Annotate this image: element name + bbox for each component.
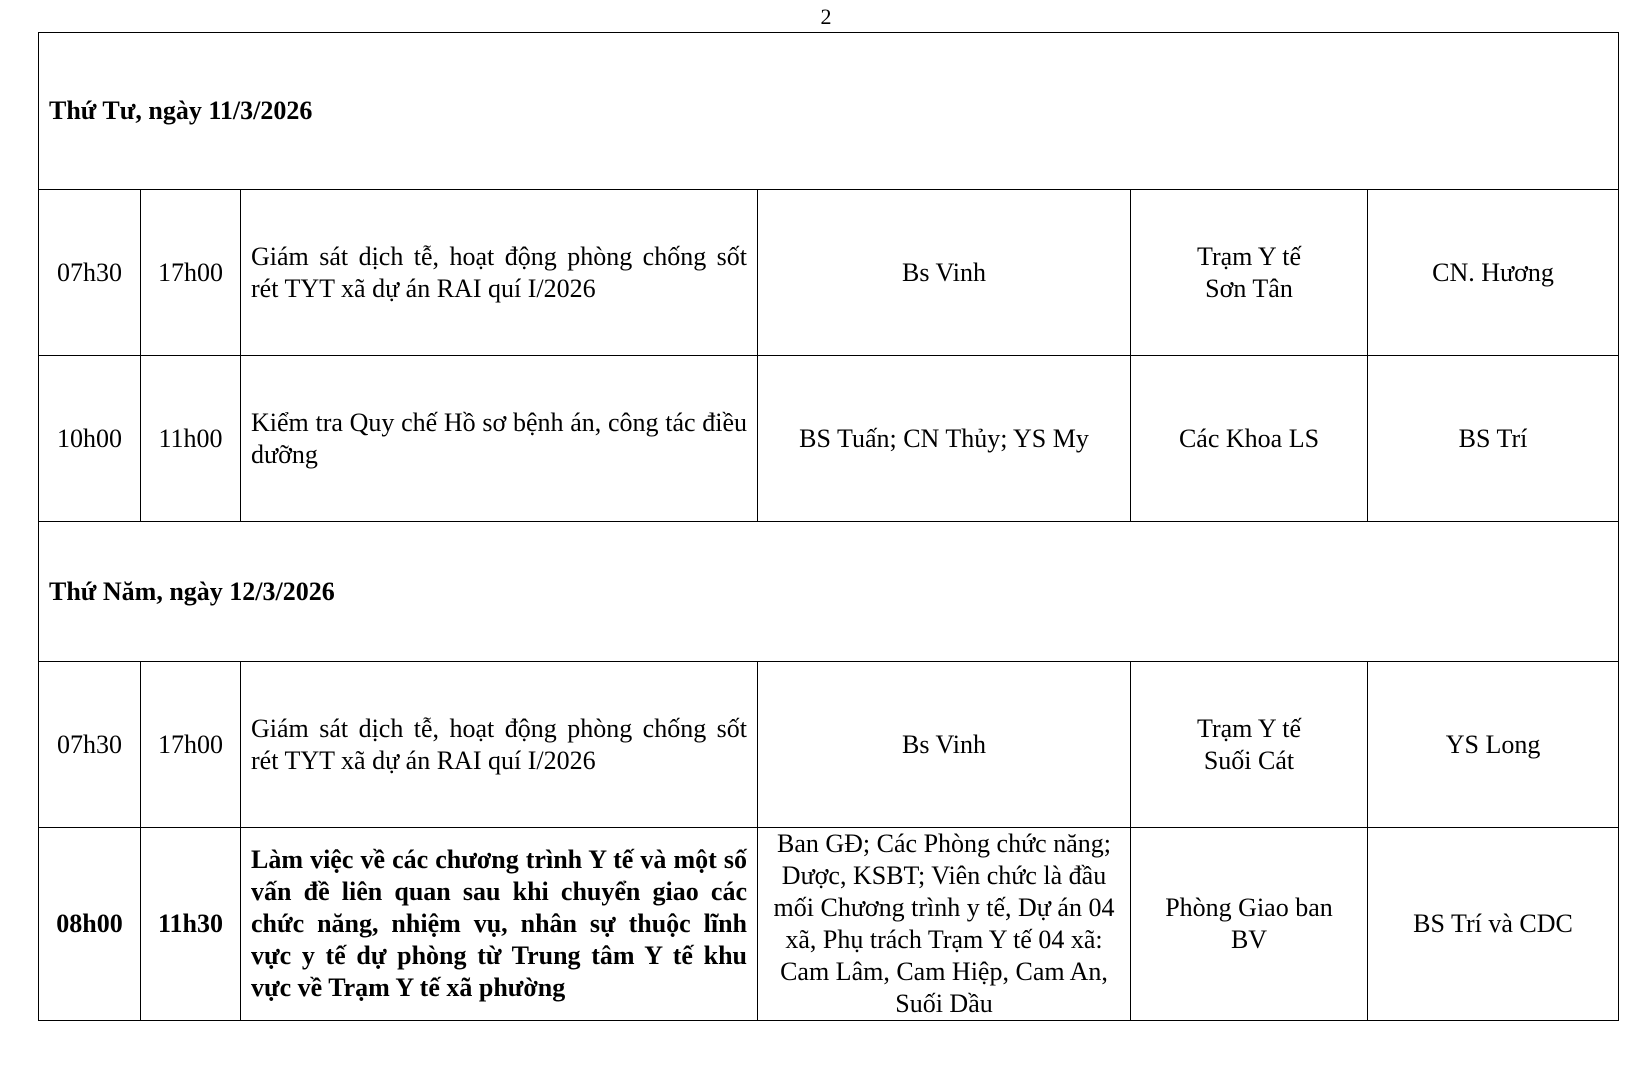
event-participants: BS Tuấn; CN Thủy; YS My (758, 356, 1131, 522)
event-location (1131, 662, 1368, 828)
event-row (39, 190, 1619, 356)
start-time: 07h30 (39, 662, 141, 828)
page-number: 2 (820, 4, 832, 29)
event-row (39, 828, 1619, 1021)
event-participants: Bs Vinh (758, 662, 1131, 828)
event-lead: CN. Hương (1368, 190, 1619, 356)
location-line-1: Trạm Y tế (1197, 713, 1301, 743)
start-time: 10h00 (39, 356, 141, 522)
event-content: Kiểm tra Quy chế Hồ sơ bệnh án, công tác điều dưỡng (241, 356, 758, 522)
event-participants: Ban GĐ; Các Phòng chức năng; Dược, KSBT; Viên chức là đầu mối Chương trình y tế, Dự án 04 xã, Phụ trách Trạm Y tế 04 xã: Cam Lâm, Cam Hiệp, Cam An, Suối Dầu (758, 828, 1131, 1021)
event-row (39, 356, 1619, 522)
event-location: Các Khoa LS (1131, 356, 1368, 522)
location-line-2: Sơn Tân (1205, 273, 1293, 303)
event-lead: BS Trí (1368, 356, 1619, 522)
day-title: Thứ Tư, ngày 11/3/2026 (39, 33, 1619, 190)
location-line-1: Phòng Giao ban (1165, 893, 1333, 922)
location-line-1: Trạm Y tế (1197, 241, 1301, 271)
day-header-row (39, 33, 1619, 190)
event-location (1131, 828, 1368, 1021)
end-time: 17h00 (141, 662, 241, 828)
location-line-2: BV (1230, 925, 1268, 954)
start-time: 08h00 (39, 828, 141, 1021)
schedule-table (38, 32, 1619, 1021)
event-lead: BS Trí và CDC (1368, 828, 1619, 1021)
end-time: 11h00 (141, 356, 241, 522)
event-row (39, 662, 1619, 828)
event-content: Giám sát dịch tễ, hoạt động phòng chống sốt rét TYT xã dự án RAI quí I/2026 (241, 662, 758, 828)
day-header-row (39, 522, 1619, 662)
start-time: 07h30 (39, 190, 141, 356)
event-content: Giám sát dịch tễ, hoạt động phòng chống sốt rét TYT xã dự án RAI quí I/2026 (241, 190, 758, 356)
event-lead: YS Long (1368, 662, 1619, 828)
day-title: Thứ Năm, ngày 12/3/2026 (39, 522, 1619, 662)
event-participants: Bs Vinh (758, 190, 1131, 356)
location-line-2: Suối Cát (1203, 745, 1295, 775)
end-time: 11h30 (141, 828, 241, 1021)
event-location (1131, 190, 1368, 356)
end-time: 17h00 (141, 190, 241, 356)
event-content: Làm việc về các chương trình Y tế và một số vấn đề liên quan sau khi chuyển giao các chức năng, nhiệm vụ, nhân sự thuộc lĩnh vực y tế dự phòng từ Trung tâm Y tế khu vực về Trạm Y tế xã phường (241, 828, 758, 1021)
